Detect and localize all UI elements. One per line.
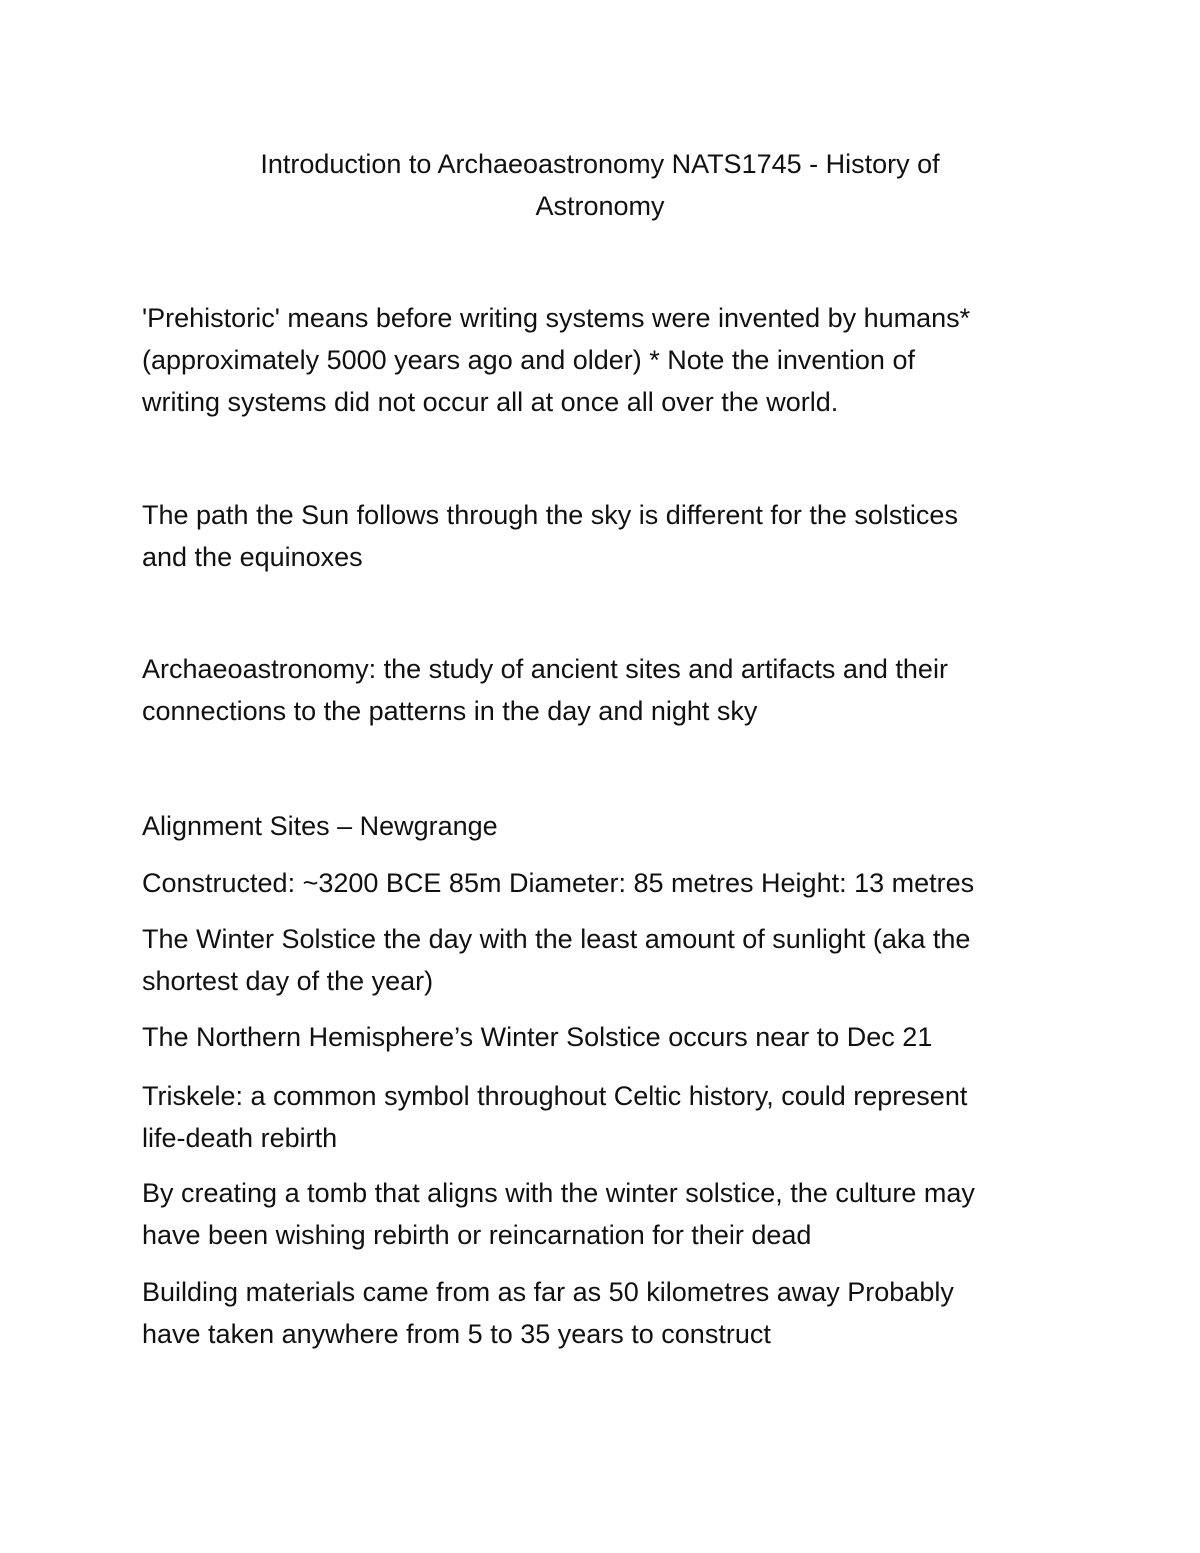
text-line: By creating a tomb that aligns with the winter solstice, the culture may — [142, 1178, 975, 1208]
title-line: Introduction to Archaeoastronomy NATS1745 - History of — [260, 149, 940, 179]
paragraph-building-materials — [142, 1271, 1082, 1355]
text-line: Constructed: ~3200 BCE 85m Diameter: 85 metres Height: 13 metres — [142, 868, 975, 898]
paragraph-sun-path — [142, 494, 1082, 578]
text-line: The Northern Hemisphere’s Winter Solstice occurs near to Dec 21 — [142, 1022, 933, 1052]
text-line: life-death rebirth — [142, 1123, 338, 1153]
title-line: Astronomy — [535, 191, 665, 221]
text-line: The path the Sun follows through the sky is different for the solstices — [142, 500, 958, 530]
paragraph-archaeoastronomy-definition — [142, 648, 1082, 732]
paragraph-northern-hemisphere — [142, 1016, 1082, 1058]
paragraph-triskele — [142, 1075, 1082, 1159]
document-title — [150, 143, 1050, 227]
text-line: have taken anywhere from 5 to 35 years to construct — [142, 1319, 771, 1349]
text-line: shortest day of the year) — [142, 966, 434, 996]
text-line: connections to the patterns in the day and night sky — [142, 696, 758, 726]
text-line: Archaeoastronomy: the study of ancient sites and artifacts and their — [142, 654, 948, 684]
text-line: and the equinoxes — [142, 542, 363, 572]
text-line: Triskele: a common symbol throughout Celtic history, could represent — [142, 1081, 968, 1111]
text-line: 'Prehistoric' means before writing systems were invented by humans* — [142, 303, 971, 333]
text-line: Alignment Sites – Newgrange — [142, 811, 498, 841]
text-line: have been wishing rebirth or reincarnation for their dead — [142, 1220, 812, 1250]
text-line: The Winter Solstice the day with the least amount of sunlight (aka the — [142, 924, 971, 954]
text-line: (approximately 5000 years ago and older) * Note the invention of — [142, 345, 915, 375]
paragraph-winter-solstice — [142, 918, 1082, 1002]
text-line: writing systems did not occur all at once all over the world. — [142, 387, 839, 417]
text-line: Building materials came from as far as 50 kilometres away Probably — [142, 1277, 954, 1307]
paragraph-prehistoric — [142, 297, 1082, 423]
paragraph-constructed — [142, 862, 1082, 904]
heading-alignment-sites — [142, 805, 1082, 847]
paragraph-tomb-alignment — [142, 1172, 1082, 1256]
